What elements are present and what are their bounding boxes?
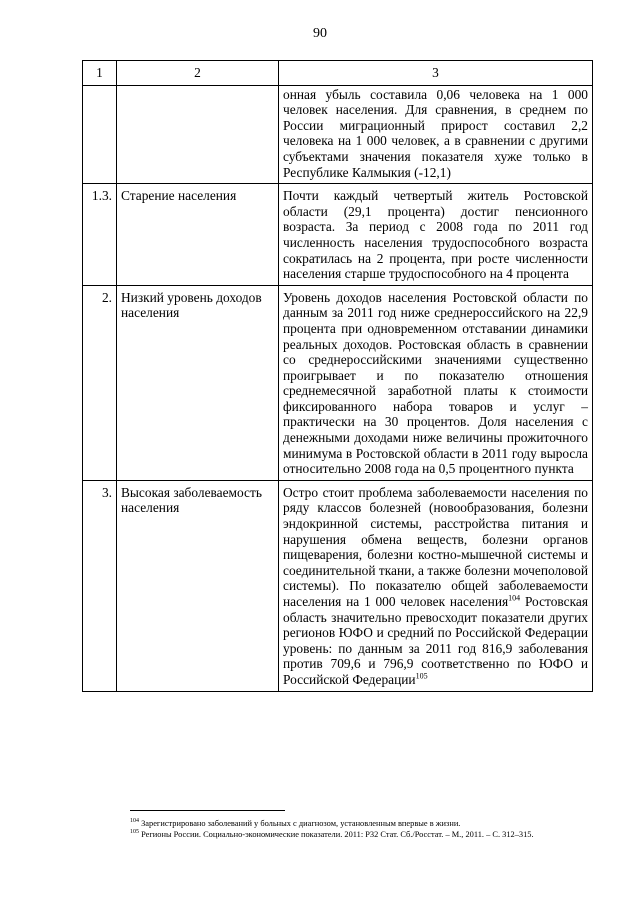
footnote-ref[interactable]: 104 — [508, 593, 521, 603]
row-text: Почти каждый четвертый житель Ростовской области (29,1 процента) достиг пенсионного возраста. За период с 2008 года по 2011 год численность населения трудоспособного возраста сократилась на 2 процента, при росте численности населения старше трудоспособного на 4 процента — [279, 184, 593, 286]
footnote-divider — [130, 810, 285, 811]
table-row — [83, 184, 593, 286]
table-row — [83, 480, 593, 691]
row-number: 2. — [83, 285, 117, 480]
row-text: онная убыль составила 0,06 человека на 1 000 человек населения. Для сравнения, в среднем по России миграционный прирост составил 2,2 человека на 1 000 человек, а в сравнении с другими субъектами значения показателя хуже только в Республике Калмыкия (-12,1) — [279, 85, 593, 184]
footnote-ref[interactable]: 105 — [415, 671, 428, 681]
table-row — [83, 285, 593, 480]
row-topic: Высокая заболеваемость населения — [117, 480, 279, 691]
row-topic: Низкий уровень доходов населения — [117, 285, 279, 480]
row-text — [279, 480, 593, 691]
page-number: 90 — [313, 26, 327, 41]
footnote — [130, 829, 600, 840]
row-number: 1.3. — [83, 184, 117, 286]
column-header: 1 — [83, 61, 117, 86]
footnotes — [130, 818, 600, 840]
main-table — [82, 60, 593, 692]
row-topic — [117, 85, 279, 184]
footnote-mark: 105 — [130, 829, 139, 836]
footnote-text: Зарегистрировано заболеваний у больных с диагнозом, установленным впервые в жизни. — [139, 819, 461, 828]
row-number: 3. — [83, 480, 117, 691]
footnote-text: Регионы России. Социально-экономические показатели. 2011: Р32 Стат. Сб./Росстат. – М., 2011. – С. 312–315. — [139, 830, 534, 839]
row-text-part: Ростовская область значительно превосходит показатели других регионов ЮФО и средний по Российской Федерации уровень: по данным за 2011 год 816,9 заболевания против 709,6 и 796,9 соответственно по ЮФО и Российской Федерации — [283, 594, 588, 687]
row-text: Уровень доходов населения Ростовской области по данным за 2011 год ниже среднероссийского на 22,9 процента при одновременном отставании динамики реальных доходов. Ростовская область в сравнении со среднероссийскими значениями существенно проигрывает и по показателю отношения среднемесячной заработной платы к стоимости фиксированного набора товаров и услуг – практически на 30 процентов. Доля населения с денежными доходами ниже величины прожиточного минимума в Ростовской области в 2011 году выросла относительно 2008 года на 0,5 процентного пункта — [279, 285, 593, 480]
footnote — [130, 818, 600, 829]
column-header: 2 — [117, 61, 279, 86]
row-number — [83, 85, 117, 184]
row-topic: Старение населения — [117, 184, 279, 286]
row-text-part: Остро стоит проблема заболеваемости населения по ряду классов болезней (новообразования, болезни эндокринной системы, расстройства питания и нарушения обмена веществ, болезни органов пищеварения, болезни костно-мышечной системы и соединительной ткани, а также болезни мочеполовой системы). По показателю общей заболеваемости населения на 1 000 человек населения — [283, 484, 588, 609]
column-header: 3 — [279, 61, 593, 86]
table-row — [83, 85, 593, 184]
footnote-mark: 104 — [130, 818, 139, 825]
table-header-row — [83, 61, 593, 86]
